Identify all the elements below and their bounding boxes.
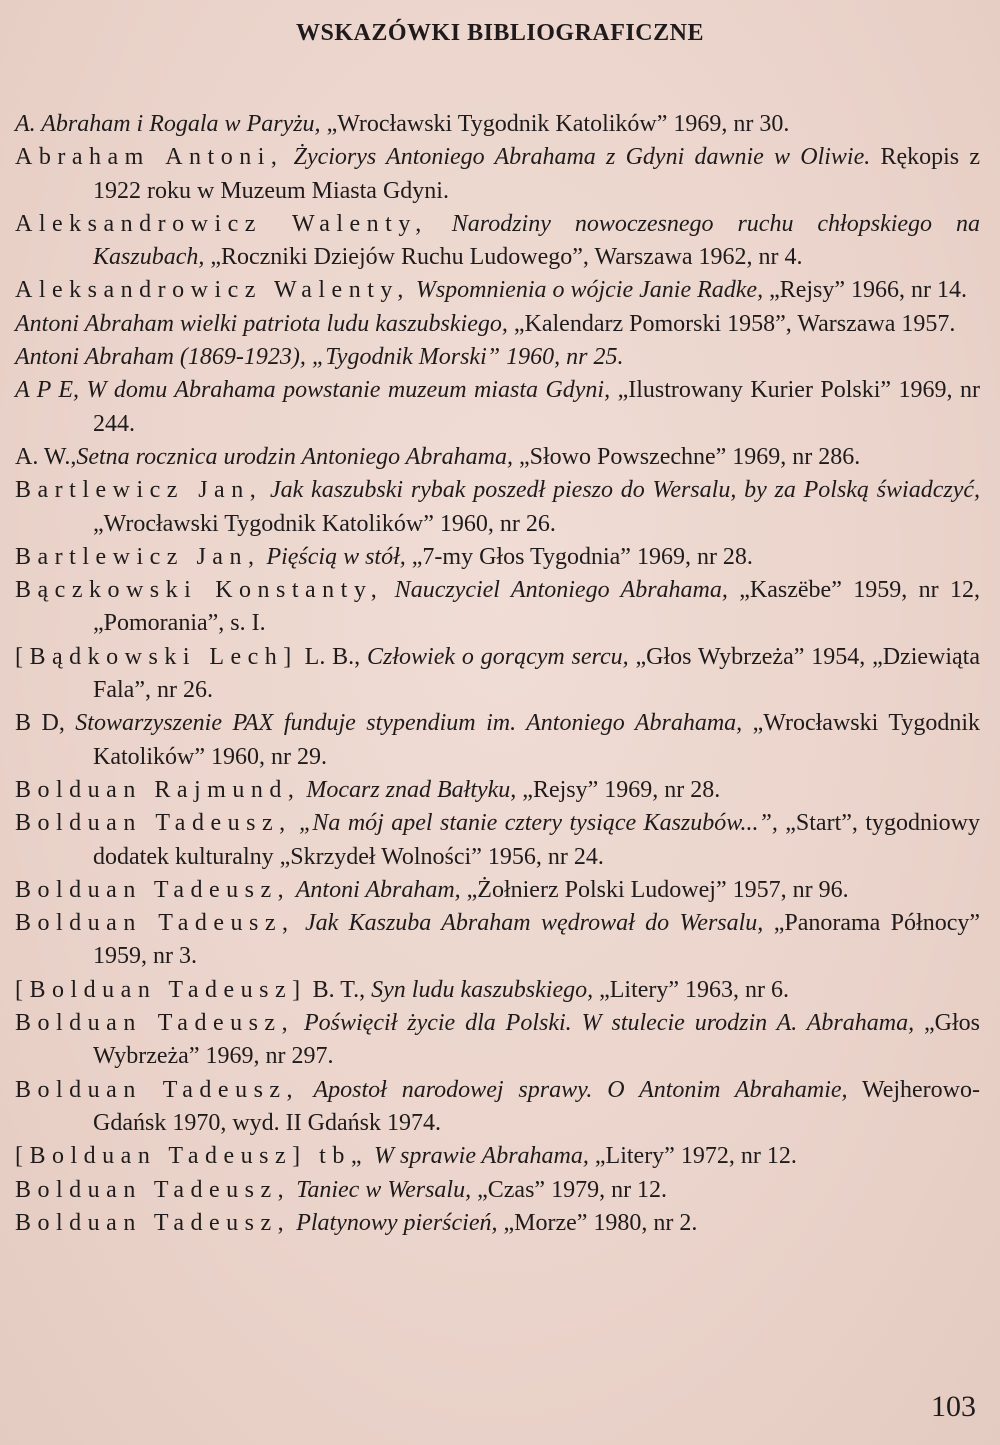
- page-number: 103: [931, 1390, 976, 1423]
- bibliography-entry: [15, 274, 980, 307]
- bibliography-list: [15, 108, 980, 1240]
- entry-author: Bartlewicz Jan,: [15, 543, 261, 570]
- entry-author: Bolduan Tadeusz,: [15, 1209, 291, 1236]
- entry-author: Bolduan Rajmund,: [15, 776, 301, 803]
- page-title: WSKAZÓWKI BIBLIOGRAFICZNE: [296, 20, 704, 46]
- entry-source: „Wrocławski Tygodnik Katolików” 1969, nr 30.: [320, 111, 790, 137]
- bibliography-entry: [15, 374, 980, 441]
- entry-title: Apostoł narodowej sprawy. O Antonim Abrahamie,: [299, 1076, 848, 1103]
- bibliography-entry: [15, 1140, 980, 1173]
- entry-author: [Bolduan Tadeusz]: [15, 976, 307, 1003]
- entry-author: Bolduan Tadeusz,: [15, 1076, 300, 1103]
- bibliography-entry: [15, 774, 980, 807]
- bibliography-entry: [15, 707, 980, 774]
- entry-source: „Roczniki Dziejów Ruchu Ludowego”, Warszawa 1962, nr 4.: [204, 244, 803, 271]
- bibliography-entry: [15, 574, 980, 641]
- entry-source: „Żołnierz Polski Ludowej” 1957, nr 96.: [460, 876, 849, 903]
- entry-initials: B. T.,: [306, 976, 366, 1003]
- entry-title: Antoni Abraham,: [290, 876, 461, 903]
- entry-title: A. Abraham i Rogala w Paryżu,: [15, 111, 321, 137]
- bibliography-entry: [15, 108, 980, 141]
- entry-source: „Kalendarz Pomorski 1958”, Warszawa 1957.: [507, 310, 956, 337]
- entry-author: Bączkowski Konstanty,: [15, 577, 384, 604]
- bibliography-entry: [15, 907, 980, 974]
- bibliography-entry: [15, 807, 980, 874]
- entry-title: Syn ludu kaszubskiego,: [365, 976, 594, 1003]
- entry-author: Bolduan Tadeusz,: [15, 810, 292, 837]
- bibliography-entry: [15, 474, 980, 541]
- bibliography-entry: [15, 341, 980, 374]
- entry-author: [Bądkowski Lech]: [15, 643, 298, 670]
- entry-author: A. W.,: [15, 443, 77, 470]
- bibliography-entry: [15, 1207, 980, 1240]
- entry-author: Bolduan Tadeusz,: [15, 1010, 295, 1037]
- entry-source: „Ilustrowany Kurier Polski” 1969, nr 244.: [93, 377, 980, 437]
- entry-source: „Wrocławski Tygodnik Katolików” 1960, nr 26.: [93, 510, 556, 537]
- entry-title: Jak kaszubski rybak poszedł pieszo do Wersalu, by za Polską świadczyć,: [262, 477, 981, 504]
- bibliography-entry: [15, 441, 980, 474]
- entry-author: [Bolduan Tadeusz] tb„: [15, 1143, 368, 1170]
- entry-source: „Głos Wybrzeża” 1954, „Dziewiąta Fala”, nr 26.: [93, 643, 981, 704]
- bibliography-entry: [15, 974, 980, 1007]
- entry-title: Jak Kaszuba Abraham wędrował do Wersalu,: [294, 910, 764, 937]
- entry-title: A P E, W domu Abrahama powstanie muzeum miasta Gdyni,: [15, 377, 611, 404]
- entry-author: B D,: [15, 710, 65, 737]
- entry-title: Pięścią w stół,: [260, 543, 406, 570]
- entry-source: „Litery” 1972, nr 12.: [588, 1143, 797, 1170]
- entry-source: „Wrocławski Tygodnik Katolików” 1960, nr 29.: [93, 710, 981, 770]
- entry-author: Bolduan Tadeusz,: [15, 876, 291, 903]
- bibliography-entry: [15, 1174, 980, 1207]
- entry-title: Taniec w Wersalu,: [290, 1176, 472, 1203]
- entry-source: „Rejsy” 1969, nr 28.: [516, 776, 721, 803]
- entry-initials: L. B.,: [297, 643, 361, 670]
- entry-author: Bolduan Tadeusz,: [15, 1176, 291, 1203]
- entry-source: „Panorama Północy” 1959, nr 3.: [93, 910, 981, 970]
- entry-title: W sprawie Abrahama,: [367, 1143, 589, 1170]
- entry-title: Nauczyciel Antoniego Abrahama,: [383, 577, 728, 604]
- bibliography-entry: [15, 1074, 980, 1141]
- entry-title: Mocarz znad Bałtyku,: [300, 776, 517, 803]
- entry-title: Setna rocznica urodzin Antoniego Abrahama,: [76, 443, 514, 470]
- entry-author: Bartlewicz Jan,: [15, 477, 263, 504]
- bibliography-entry: [15, 208, 980, 275]
- entry-source: Rękopis z 1922 roku w Muzeum Miasta Gdyni.: [93, 144, 981, 204]
- entry-source: „Słowo Powszechne” 1969, nr 286.: [513, 443, 861, 470]
- entry-author: Bolduan Tadeusz,: [15, 910, 295, 937]
- entry-title: Wspomnienia o wójcie Janie Radke,: [409, 277, 764, 304]
- entry-source: „Morze” 1980, nr 2.: [497, 1209, 698, 1236]
- bibliography-entry: [15, 874, 980, 907]
- entry-title: Antoni Abraham (1869-1923), „Tygodnik Morski” 1960, nr 25.: [15, 344, 624, 371]
- entry-author: Aleksandrowicz Walenty,: [15, 277, 410, 304]
- entry-title: Stowarzyszenie PAX funduje stypendium im. Antoniego Abrahama,: [64, 710, 743, 737]
- entry-source: „7-my Głos Tygodnia” 1969, nr 28.: [405, 543, 753, 570]
- entry-source: Wejherowo-Gdańsk 1970, wyd. II Gdańsk 1974.: [93, 1076, 980, 1136]
- entry-title: Życiorys Antoniego Abrahama z Gdyni dawnie w Oliwie.: [283, 144, 871, 171]
- entry-title: Poświęcił życie dla Polski. W stulecie urodzin A. Abrahama,: [294, 1010, 915, 1037]
- bibliography-entry: [15, 541, 980, 574]
- entry-title: Człowiek o gorącym sercu,: [360, 643, 629, 670]
- entry-title: Antoni Abraham wielki patriota ludu kaszubskiego,: [15, 310, 508, 337]
- entry-source: „Rejsy” 1966, nr 14.: [763, 277, 968, 304]
- entry-author: Abraham Antoni,: [15, 144, 284, 171]
- entry-source: „Czas” 1979, nr 12.: [471, 1176, 668, 1203]
- entry-title: Narodziny nowoczesnego ruchu chłopskiego na Kaszubach,: [93, 210, 981, 271]
- entry-title: Platynowy pierścień,: [290, 1209, 498, 1236]
- bibliography-entry: [15, 641, 980, 708]
- entry-source: „Kaszëbe” 1959, nr 12, „Pomorania”, s. I.: [93, 577, 981, 637]
- entry-source: „Litery” 1963, nr 6.: [593, 976, 790, 1003]
- entry-author: Aleksandrowicz Walenty,: [15, 210, 428, 237]
- bibliography-entry: [15, 1007, 980, 1074]
- entry-source: „Start”, tygodniowy dodatek kulturalny „Skrzydeł Wolności” 1956, nr 24.: [93, 810, 980, 870]
- entry-source: „Głos Wybrzeża” 1969, nr 297.: [93, 1010, 980, 1070]
- bibliography-entry: [15, 308, 980, 341]
- entry-title: „Na mój apel stanie cztery tysiące Kaszubów...”,: [291, 810, 778, 837]
- bibliography-entry: [15, 141, 980, 208]
